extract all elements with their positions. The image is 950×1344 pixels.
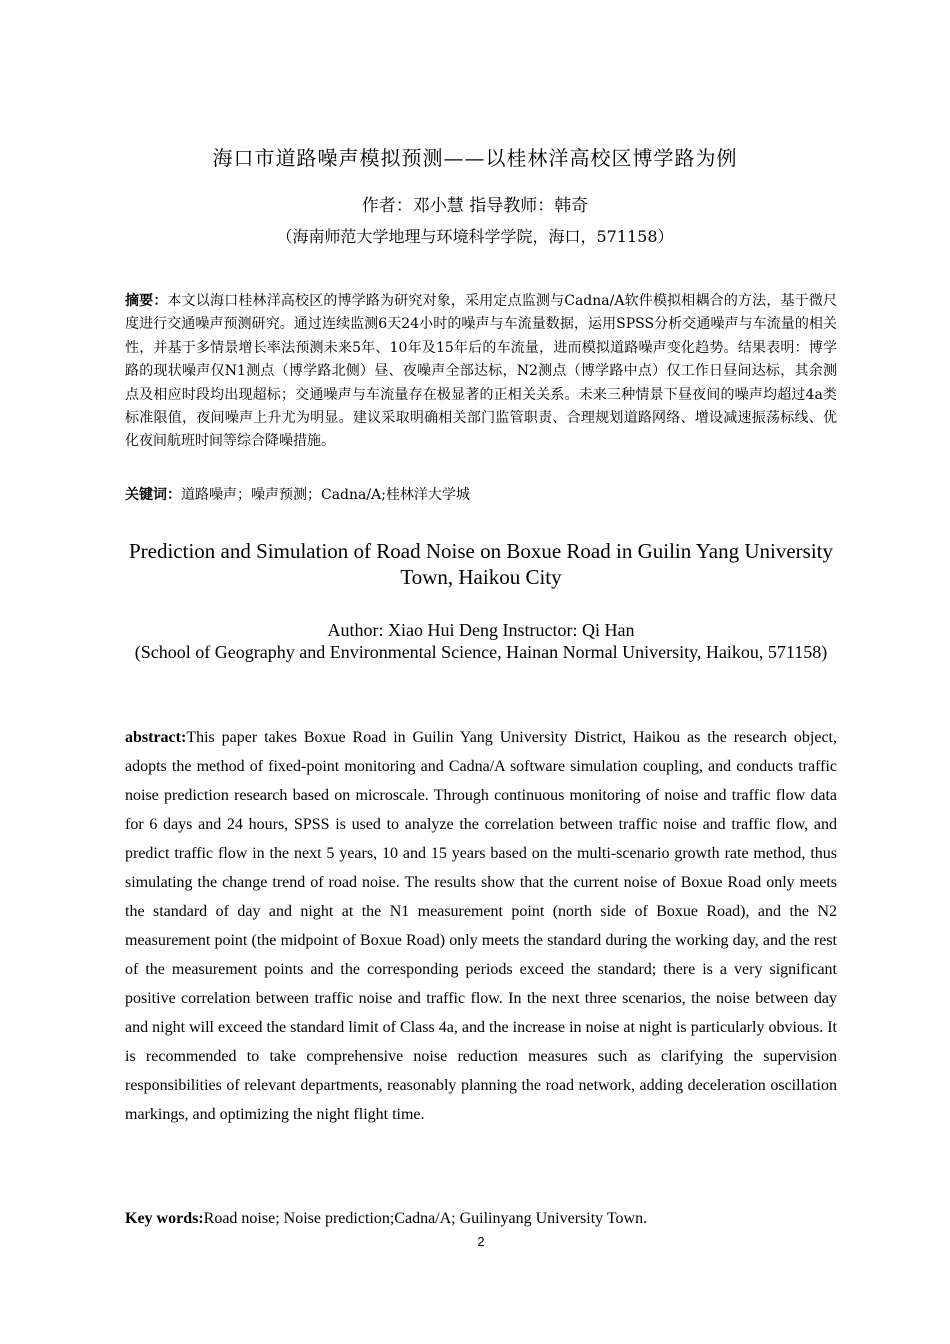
english-keywords [125,1208,837,1230]
english-abstract-label: abstract: [125,729,187,746]
chinese-title: 海口市道路噪声模拟预测——以桂林洋高校区博学路为例 [212,146,738,170]
chinese-abstract-label: 摘要： [125,293,168,309]
english-affiliation: (School of Geography and Environmental Science, Hainan Normal University, Haikou, 571158) [134,642,828,662]
chinese-affiliation: （海南师范大学地理与环境科学学院，海口，571158） [276,227,674,246]
chinese-abstract [125,290,837,454]
english-abstract-text: This paper takes Boxue Road in Guilin Yang University District, Haikou as the research object, adopts the method of fixed-point monitoring and Cadna/A software simulation coupling, and conducts traffic noise prediction research based on microscale. Through continuous monitoring of noise and traffic flow data for 6 days and 24 hours, SPSS is used to analyze the correlation between traffic noise and traffic flow, and predict traffic flow in the next 5 years, 10 and 15 years based on the multi-scenario growth rate method, thus simulating the change trend of road noise. The results show that the current noise of Boxue Road only meets the standard of day and night at the N1 measurement point (north side of Boxue Road), and the N2 measurement point (the midpoint of Boxue Road) only meets the standard during the working day, and the rest of the measurement points and the corresponding periods exceed the standard; there is a very significant positive correlation between traffic noise and traffic flow. In the next three scenarios, the noise between day and night will exceed the standard limit of Class 4a, and the increase in noise at night is particularly obvious. It is recommended to take comprehensive noise reduction measures such as clarifying the supervision responsibilities of relevant departments, reasonably planning the road network, adding deceleration oscillation markings, and optimizing the night flight time. [125,729,837,1123]
english-author-line: Author: Xiao Hui Deng Instructor: Qi Han [327,620,635,640]
chinese-author-line: 作者：邓小慧 指导教师：韩奇 [361,196,589,216]
english-keywords-label: Key words: [125,1210,204,1227]
chinese-keywords [125,484,837,506]
chinese-keywords-text: 道路噪声；噪声预测；Cadna/A;桂林洋大学城 [181,487,470,503]
chinese-abstract-text: 本文以海口桂林洋高校区的博学路为研究对象，采用定点监测与Cadna/A软件模拟相耦合的方法，基于微尺度进行交通噪声预测研究。通过连续监测6天24小时的噪声与车流量数据，运用SPSS分析交通噪声与车流量的相关性，并基于多情景增长率法预测未来5年、10年及15年后的车流量，进而模拟道路噪声变化趋势。结果表明：博学路的现状噪声仅N1测点（博学路北侧）昼、夜噪声全部达标，N2测点（博学路中点）仅工作日昼间达标，其余测点及相应时段均出现超标；交通噪声与车流量存在极显著的正相关关系。未来三种情景下昼夜间的噪声均超过4a类标准限值，夜间噪声上升尤为明显。建议采取明确相关部门监管职责、合理规划道路网络、增设减速振荡标线、优化夜间航班时间等综合降噪措施。 [125,293,837,450]
chinese-keywords-label: 关键词： [125,487,181,503]
english-keywords-text: Road noise; Noise prediction;Cadna/A; Guilinyang University Town. [203,1210,648,1227]
page-number: 2 [477,1234,485,1249]
english-abstract [125,723,837,1129]
english-title: Prediction and Simulation of Road Noise on Boxue Road in Guilin Yang University Town, Haikou City [128,539,834,589]
